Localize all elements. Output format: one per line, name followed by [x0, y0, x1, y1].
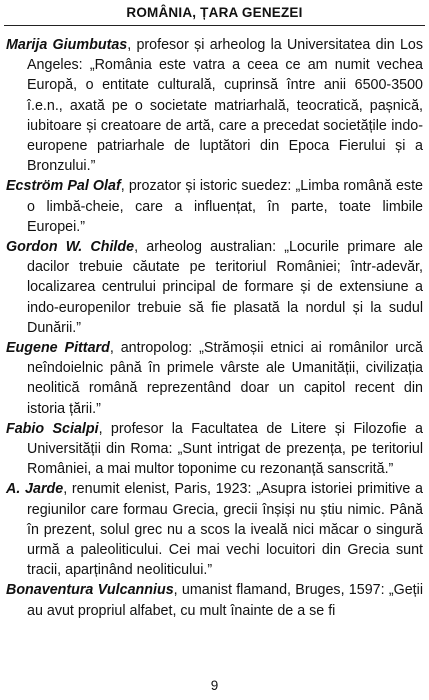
quote-entry-jarde: [6, 479, 423, 580]
running-header: ROMÂNIA, ȚARA GENEZEI: [126, 5, 303, 20]
quote-text: , renumit elenist, Paris, 1923: „Asupra istoriei primitive a regiunilor care formau Grecia, grecii înșiși nu știu nimic. Până în prezent, solul grec nu a scos la iveală nici măcar o singură urmă a paleoliticului. Cei mai vechi locuitori din Grecia sunt tracii, aparținând neoliticului.”: [27, 481, 424, 579]
quote-text: , profesor și arheolog la Universitatea din Los Angeles: „România este vatra a ceea ce am numit vechea Europă, o entitate culturală, cuprinsă între anii 6500-3500 î.e.n., axată pe o societate matriarhală, teocratică, pașnică, iubitoare și creatoare de artă, care a precedat societățile indo-europene patriarhale de luptători din Epoca Fierului și a Bronzului.”: [27, 37, 423, 175]
quote-entry-scialpi: [6, 419, 423, 480]
page-body: [6, 35, 423, 621]
author-name: Gordon W. Childe: [6, 239, 135, 256]
author-name: Bonaventura Vulcannius: [6, 582, 174, 599]
quote-entry-pittard: [6, 338, 423, 419]
author-name: Eugene Pittard: [6, 340, 110, 357]
quote-text: , prozator și istoric suedez: „Limba română este o limbă-cheie, care a influențat, în parte, toate limbile Europei.”: [27, 178, 423, 235]
author-name: Ecström Pal Olaf: [6, 178, 121, 195]
quote-text: , profesor la Facultatea de Litere și Filozofie a Universității din Roma: „Sunt intrigat de prezența, pe teritoriul României, a mai multor toponime cu rezonanță sanscrită.”: [27, 420, 423, 478]
header-rule: [4, 25, 425, 26]
author-name: A. Jarde: [6, 481, 64, 498]
quote-entry-giumbutas: [6, 35, 423, 176]
quote-text: , antropolog: „Strămoșii etnici ai românilor urcă neîndoielnic până în primele vârste ale Umanității, civilizația neolitică română reprezentând doar un capitol recent din istoria țării.”: [27, 340, 424, 417]
quote-entry-ecstrom: [6, 176, 423, 237]
quote-entry-childe: [6, 237, 423, 338]
quote-text: , arheolog australian: „Locurile primare ale dacilor trebuie căutate pe teritoriul României; într-adevăr, localizarea centrului principal de formare și de extensiune a indo-europenilor trebuie să fie plasată la nordul și la sudul Dunării.”: [27, 239, 423, 336]
quote-entry-vulcannius: [6, 580, 423, 620]
page-number: 9: [210, 678, 219, 693]
quote-text: , umanist flamand, Bruges, 1597: „Geții au avut propriul alfabet, cu mult înainte de a se fi: [27, 582, 423, 619]
author-name: Fabio Scialpi: [6, 420, 99, 437]
author-name: Marija Giumbutas: [6, 37, 128, 53]
